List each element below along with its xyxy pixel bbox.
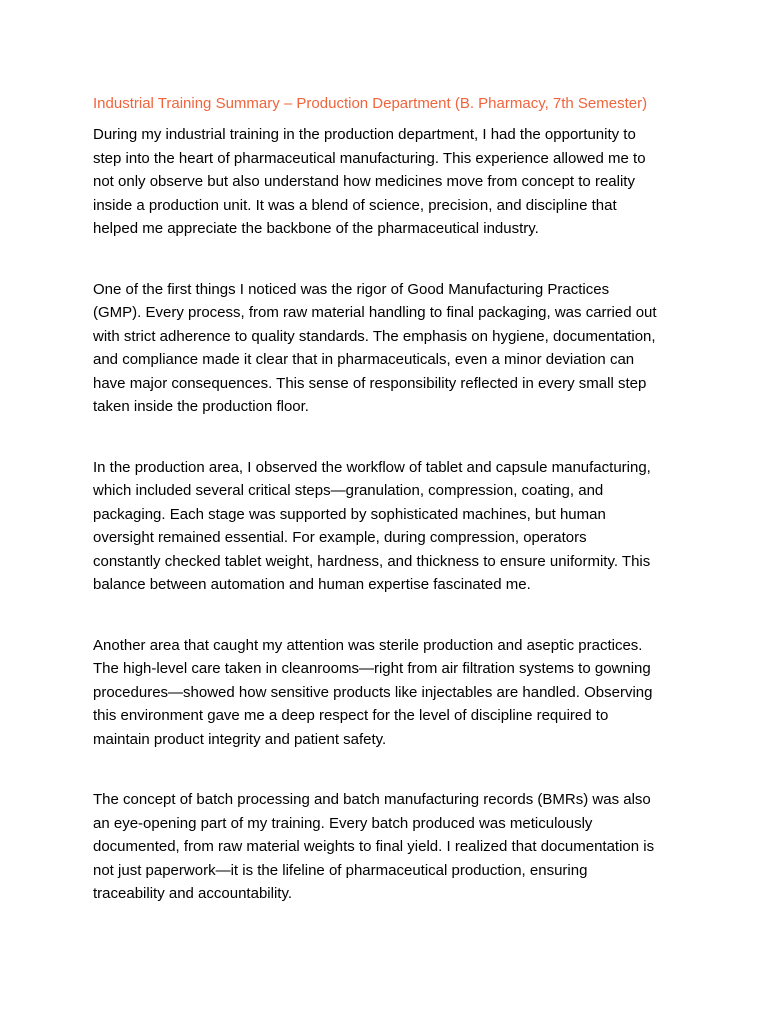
paragraph-line: packaging. Each stage was supported by sophisticated machines, but human xyxy=(93,505,606,523)
paragraph-line: During my industrial training in the production department, I had the opportunity to xyxy=(93,126,636,143)
paragraph-line: (GMP). Every process, from raw material handling to final packaging, was carried out xyxy=(93,304,657,321)
paragraph-line: have major consequences. This sense of responsibility reflected in every small step xyxy=(93,374,647,392)
paragraph-line: Another area that caught my attention was sterile production and aseptic practices. xyxy=(93,636,643,654)
paragraph-line: constantly checked tablet weight, hardness, and thickness to ensure uniformity. This xyxy=(93,552,651,570)
paragraph-line: and compliance made it clear that in pharmaceuticals, even a minor deviation can xyxy=(93,351,635,368)
paragraph-gmp xyxy=(93,278,683,419)
paragraph-line: oversight remained essential. For example, during compression, operators xyxy=(93,529,587,546)
document-title: Industrial Training Summary – Production Department (B. Pharmacy, 7th Semester) xyxy=(93,95,648,112)
paragraph-line: The high-level care taken in cleanrooms—right from air filtration systems to gowning xyxy=(93,660,651,677)
paragraph-line: taken inside the production floor. xyxy=(93,398,309,415)
paragraph-intro xyxy=(93,123,683,241)
paragraph-line: One of the first things I noticed was the rigor of Good Manufacturing Practices xyxy=(93,280,610,298)
paragraph-line: maintain product integrity and patient safety. xyxy=(93,730,387,748)
paragraph-line: with strict adherence to quality standards. The emphasis on hygiene, documentation, xyxy=(93,327,656,345)
paragraph-line: which included several critical steps—granulation, compression, coating, and xyxy=(93,482,604,499)
paragraph-sterile-production xyxy=(93,634,683,752)
paragraph-production-area xyxy=(93,456,683,597)
paragraph-line: an eye-opening part of my training. Every batch produced was meticulously xyxy=(93,814,593,832)
paragraph-line: traceability and accountability. xyxy=(93,885,292,902)
paragraph-line: In the production area, I observed the workflow of tablet and capsule manufacturing, xyxy=(93,458,651,476)
paragraph-batch-records xyxy=(93,788,683,906)
paragraph-line: The concept of batch processing and batch manufacturing records (BMRs) was also xyxy=(93,791,651,808)
paragraph-line: balance between automation and human expertise fascinated me. xyxy=(93,576,531,593)
document-page xyxy=(93,94,683,943)
paragraph-line: procedures—showed how sensitive products like injectables are handled. Observing xyxy=(93,683,653,701)
paragraph-line: not just paperwork—it is the lifeline of pharmaceutical production, ensuring xyxy=(93,861,588,879)
paragraph-line: not only observe but also understand how medicines move from concept to reality xyxy=(93,173,635,190)
paragraph-line: step into the heart of pharmaceutical manufacturing. This experience allowed me to xyxy=(93,149,646,167)
paragraph-line: this environment gave me a deep respect for the level of discipline required to xyxy=(93,707,609,724)
paragraph-line: documented, from raw material weights to final yield. I realized that documentation is xyxy=(93,838,655,855)
paragraph-line: inside a production unit. It was a blend of science, precision, and discipline that xyxy=(93,196,617,214)
paragraph-line: helped me appreciate the backbone of the pharmaceutical industry. xyxy=(93,220,539,237)
